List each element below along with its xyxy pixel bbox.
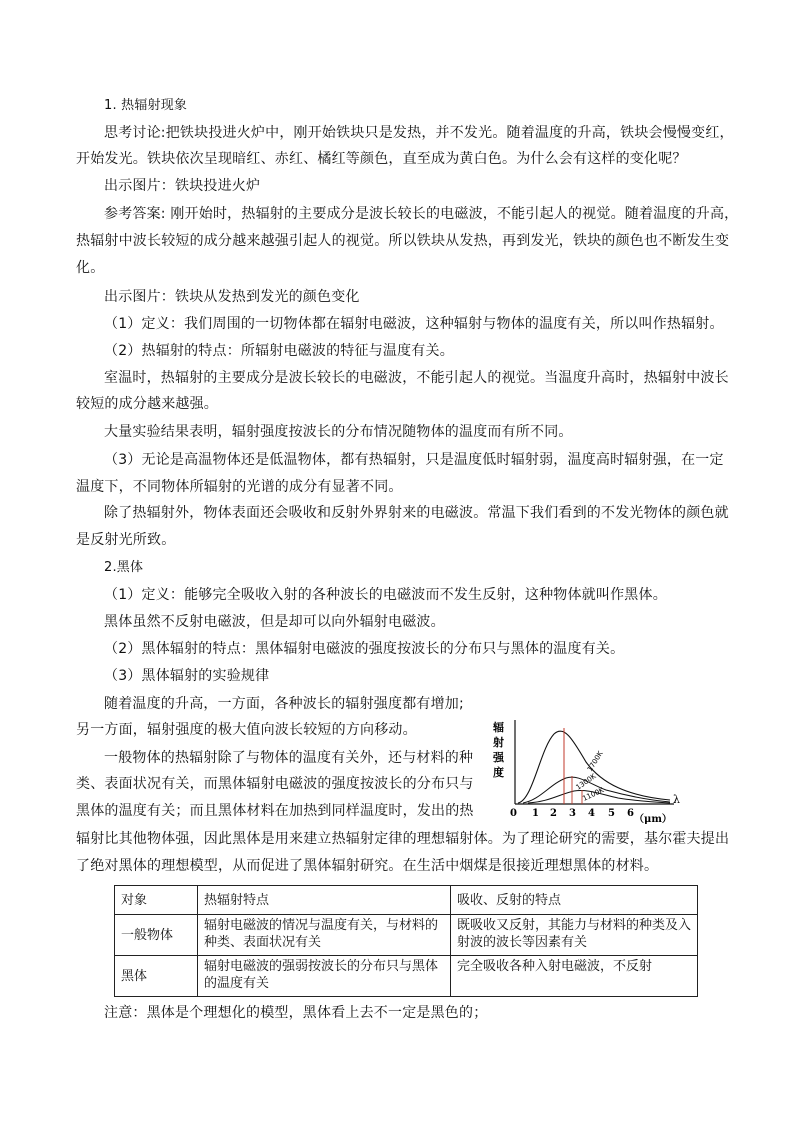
x-tick-label: 0 (510, 808, 517, 819)
paragraph-line: 思考讨论:把铁块投进火炉中，刚开始铁块只是发热，并不发光。随着温度的升高，铁块会慢慢变红， (104, 125, 734, 141)
paragraph-line: 参考答案: 刚开始时，热辐射的主要成分是波长较长的电磁波，不能引起人的视觉。随着温度的升高， (104, 206, 739, 222)
paragraph-line: 辐射比其他物体强，因此黑体是用来建立热辐射定律的理想辐射体。为了理论研究的需要，基尔霍夫提出 (76, 831, 730, 847)
table-row (115, 956, 698, 997)
table-row (115, 915, 698, 956)
paragraph-line: 化。 (76, 260, 105, 276)
x-tick-label: 3 (569, 808, 576, 819)
table-header-cell: 热辐射特点 (198, 886, 451, 915)
paragraph-line: （1）定义：能够完全吸收入射的各种波长的电磁波而不发生反射，这种物体就叫作黑体。 (104, 587, 667, 603)
paragraph-line: 除了热辐射外，物体表面还会吸收和反射外界射来的电磁波。常温下我们看到的不发光物体的颜色就 (104, 505, 729, 521)
table-cell: 辐射电磁波的情况与温度有关，与材料的种类、表面状况有关 (198, 915, 451, 956)
paragraph-line: 室温时，热辐射的主要成分是波长较长的电磁波，不能引起人的视觉。当温度升高时，热辐射中波长 (104, 370, 729, 386)
table-header-cell: 对象 (115, 886, 198, 915)
table-header-row (115, 886, 698, 915)
section-heading-blackbody: 2.黑体 (104, 560, 144, 575)
x-tick-label: 2 (550, 808, 557, 819)
curve-label-1100k: 1100K (581, 786, 606, 803)
paragraph-line: 一般物体的热辐射除了与物体的温度有关外，还与材料的种 (104, 750, 474, 766)
paragraph-line: 出示图片：铁块从发热到发光的颜色变化 (104, 289, 360, 305)
note-line: 注意：黑体是个理想化的模型，黑体看上去不一定是黑色的； (104, 1005, 488, 1021)
table-cell: 一般物体 (115, 915, 198, 956)
paragraph-line: 黑体的温度有关；而且黑体材料在加热到同样温度时，发出的热 (76, 803, 474, 819)
x-tick-label: 4 (588, 808, 595, 819)
paragraph-line: （2）黑体辐射的特点：黑体辐射电磁波的强度按波长的分布只与黑体的温度有关。 (104, 641, 625, 657)
paragraph-line: （2）热辐射的特点：所辐射电磁波的特征与温度有关。 (104, 343, 454, 359)
curve-label-1700k: 1700K (585, 749, 605, 774)
curve-label-1300k: 1300K (574, 772, 598, 792)
table-header-cell: 吸收、反射的特点 (451, 886, 698, 915)
table-cell: 黑体 (115, 956, 198, 997)
x-tick-label: 6 (627, 808, 634, 819)
paragraph-line: 出示图片：铁块投进火炉 (104, 178, 261, 194)
paragraph-line: 黑体虽然不反射电磁波，但是却可以向外辐射电磁波。 (104, 614, 445, 630)
paragraph-line: 开始发光。铁块依次呈现暗红、赤红、橘红等颜色，直至成为黄白色。为什么会有这样的变化呢？ (76, 151, 687, 167)
table-cell: 完全吸收各种入射电磁波，不反射 (451, 956, 698, 997)
paragraph-line: 随着温度的升高，一方面，各种波长的辐射强度都有增加; (104, 696, 464, 712)
paragraph-line: 是反射光所致。 (76, 532, 176, 548)
section-heading-thermal-radiation: 1. 热辐射现象 (104, 98, 188, 113)
paragraph-line: （1）定义：我们周围的一切物体都在辐射电磁波，这种辐射与物体的温度有关，所以叫作热辐射。 (104, 316, 724, 332)
table-cell: 既吸收又反射，其能力与材料的种类及入射波的波长等因素有关 (451, 915, 698, 956)
x-axis-label: λ (673, 793, 680, 806)
paragraph-line: 较短的成分越来越强。 (76, 396, 218, 412)
paragraph-line: 类、表面状况有关，而黑体辐射电磁波的强度按波长的分布只与 (76, 776, 474, 792)
paragraph-line: （3）无论是高温物体还是低温物体，都有热辐射，只是温度低时辐射弱，温度高时辐射强，在一定 (104, 452, 724, 468)
y-axis-label-char: 强 (493, 751, 504, 764)
y-axis-label-char: 辐 (493, 721, 504, 734)
paragraph-line: 另一方面，辐射强度的极大值向波长较短的方向移动。 (76, 722, 417, 738)
paragraph-line: 温度下，不同物体所辐射的光谱的成分有显著不同。 (76, 479, 403, 495)
table-cell: 辐射电磁波的强弱按波长的分布只与黑体的温度有关 (198, 956, 451, 997)
paragraph-line: （3）黑体辐射的实验规律 (104, 668, 270, 684)
paragraph-line: 大量实验结果表明，辐射强度按波长的分布情况随物体的温度而有所不同。 (104, 424, 573, 440)
paragraph-line: 热辐射中波长较短的成分越来越强引起人的视觉。所以铁块从发热，再到发光，铁块的颜色也不断发生变 (76, 233, 730, 249)
x-tick-label: 1 (532, 808, 539, 819)
blackbody-radiation-graph (488, 714, 688, 826)
paragraph-line: 了绝对黑体的理想模型，从而促进了黑体辐射研究。在生活中烟煤是很接近理想黑体的材料。 (76, 858, 659, 874)
x-axis-unit: （μm） (634, 814, 672, 825)
y-axis-label-char: 射 (493, 736, 504, 749)
x-tick-label: 5 (608, 808, 615, 819)
comparison-table (114, 885, 698, 997)
y-axis-label-char: 度 (493, 766, 504, 779)
